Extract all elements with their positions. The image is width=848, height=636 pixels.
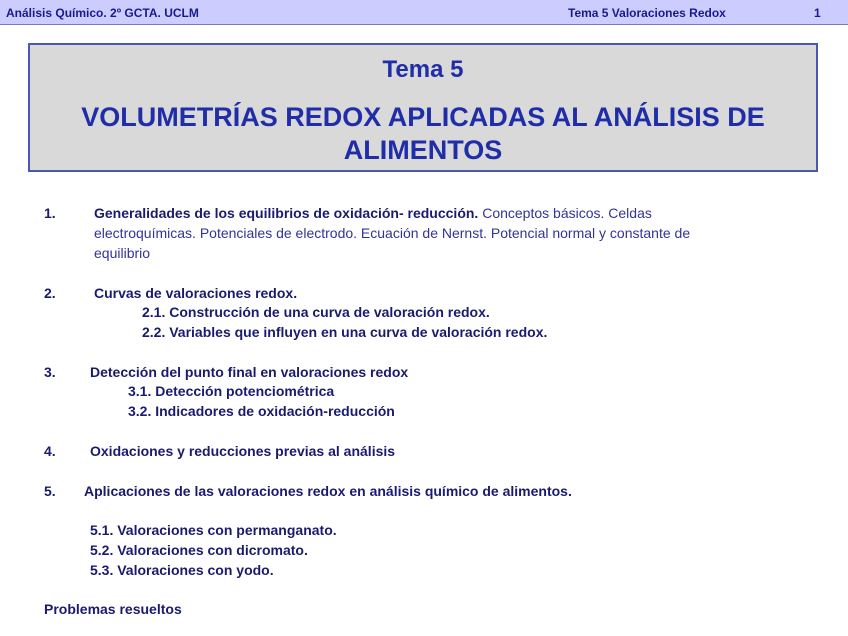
item-3-sub-1: 3.1. Detección potenciométrica xyxy=(128,383,335,399)
main-title-line-1: VOLUMETRÍAS REDOX APLICADAS AL ANÁLISIS DE xyxy=(81,102,765,132)
item-1-line-3: equilibrio xyxy=(94,245,151,261)
item-1-number: 1. xyxy=(44,205,56,221)
item-2-sub-2: 2.2. Variables que influyen en una curva de valoración redox. xyxy=(142,324,548,340)
item-5-sub-1: 5.1. Valoraciones con permanganato. xyxy=(90,522,337,538)
item-3-number: 3. xyxy=(44,364,56,380)
main-title xyxy=(30,101,816,167)
header-bar xyxy=(0,0,848,25)
item-5-sub-3: 5.3. Valoraciones con yodo. xyxy=(90,562,274,578)
item-1-text-1: Conceptos básicos. Celdas xyxy=(478,205,652,221)
chapter-title: Tema 5 Valoraciones Redox xyxy=(568,6,726,20)
course-title: Análisis Químico. 2º GCTA. UCLM xyxy=(6,6,199,20)
item-4-number: 4. xyxy=(44,443,56,459)
item-2-number: 2. xyxy=(44,285,56,301)
item-3-title: Detección del punto final en valoraciones redox xyxy=(90,364,409,380)
item-3-sub-2: 3.2. Indicadores de oxidación-reducción xyxy=(128,403,395,419)
item-2-sub-1: 2.1. Construcción de una curva de valoración redox. xyxy=(142,304,490,320)
item-1-heading: Generalidades de los equilibrios de oxidación- reducción. xyxy=(94,205,479,221)
item-1-line-1 xyxy=(94,205,652,221)
title-box xyxy=(28,43,818,172)
problems-label: Problemas resueltos xyxy=(44,601,182,617)
item-2-title: Curvas de valoraciones redox. xyxy=(94,285,298,301)
item-1-line-2: electroquímicas. Potenciales de electrodo. Ecuación de Nernst. Potencial normal y constante de xyxy=(94,225,691,241)
main-title-line-2: ALIMENTOS xyxy=(343,135,503,165)
item-4-title: Oxidaciones y reducciones previas al análisis xyxy=(90,443,396,459)
item-5-title: Aplicaciones de las valoraciones redox en análisis químico de alimentos. xyxy=(84,483,572,499)
item-5-sub-2: 5.2. Valoraciones con dicromato. xyxy=(90,542,308,558)
item-5-number: 5. xyxy=(44,483,56,499)
page-number: 1 xyxy=(814,6,821,20)
tema-label: Tema 5 xyxy=(382,56,464,83)
